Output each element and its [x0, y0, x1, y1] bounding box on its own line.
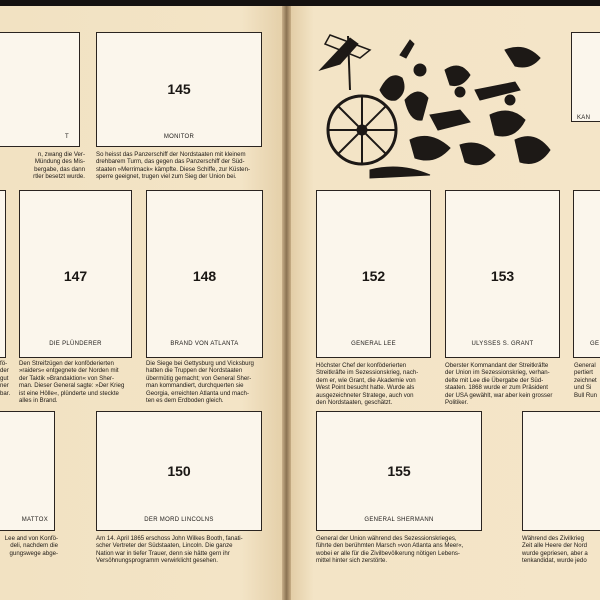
- sticker-caption: MONITOR: [163, 134, 195, 140]
- sticker-slot-left-bottom: [0, 411, 55, 531]
- sticker-slot-155: [316, 411, 482, 531]
- text-atlanta: Die Siege bei Gettysburg und Vicksburg hatten die Truppen der Nordstaaten übermütig gemacht; von General Sher- man kommandiert, durchquerten sie Georgia, erreichten Atlanta und mach- ten es dem Erdboden gleich.: [146, 360, 254, 405]
- text-left-top: n, zwang die Ver- Mündung des Mis- bergabe, das dann rtler besetzt wurde.: [33, 151, 85, 181]
- sticker-caption: GE: [590, 341, 600, 347]
- sticker-number: 153: [490, 268, 515, 284]
- text-right-bottom: Während des Zivilkrieg Zeit alle Heere der Nord wurde gepriesen, aber a tenkandidat, wurde jedo: [522, 535, 588, 565]
- sticker-caption: T: [65, 134, 69, 140]
- text-lee: Höchster Chef der konföderierten Streitkräfte im Sezessionskrieg, nach- dem er, wie Grant, die Akademie von West Point besucht hatte. Wurde als ausgezeichneter Stratege, auch von den Nordstaaten, geschätzt.: [316, 362, 419, 407]
- sticker-caption: BRAND VON ATLANTA: [170, 341, 239, 347]
- text-left-bottom: Lee and von Konfö- deli, nachdem die gungswege abge-: [4, 535, 58, 557]
- sticker-number: 155: [387, 463, 411, 479]
- sticker-caption: ULYSSES S. GRANT: [471, 341, 534, 347]
- sticker-slot-148: [146, 190, 263, 358]
- sticker-slot-147: [19, 190, 132, 358]
- sticker-number: 150: [167, 463, 191, 479]
- text-grant: Oberster Kommandant der Streitkräfte der Union im Sezessionskrieg, verhan- delte mit Lee die Übergabe der Süd- staaten. 1868 wurde er zum Präsident der USA gewählt, war aber kein grosser Politiker.: [445, 362, 553, 407]
- sticker-caption: GENERAL SHERMANN: [364, 517, 434, 523]
- sticker-slot-left-mid: [0, 190, 6, 358]
- book-gutter: [282, 6, 291, 600]
- sticker-caption: DIE PLÜNDERER: [49, 341, 102, 347]
- sticker-slot-right-edge: [573, 190, 600, 358]
- sticker-number: 145: [167, 81, 191, 97]
- sticker-slot-153: [445, 190, 560, 358]
- sticker-caption: KAN: [577, 115, 591, 121]
- sticker-slot-kant: [571, 32, 600, 122]
- sticker-slot-152: [316, 190, 431, 358]
- sticker-slot-145: [96, 32, 262, 147]
- sticker-number: 147: [63, 268, 88, 284]
- sticker-caption: MATTOX: [21, 517, 48, 523]
- sticker-number: 152: [361, 268, 386, 284]
- text-pluenderer: Den Streifzügen der konföderierten »raiders« entgegnete der Norden mit der Taktik »Brandaktion« von Sher- man. Dieser General sagte: »Der Krieg ist eine Hölle«, plünderte und steckte alles in Brand.: [19, 360, 125, 405]
- sticker-slot-150: [96, 411, 262, 531]
- sticker-caption: GENERAL LEE: [351, 341, 396, 347]
- text-monitor: So heisst das Panzerschiff der Nordstaaten mit kleinem drehbarem Turm, das gegen das Panzerschiff der Süd- staaten »Merrimack« kämpfte. Diese Schiffe, zur Küsten- sperre geeignet, trugen viel zum Sieg der Union bei.: [96, 151, 250, 181]
- text-left-mid: fö- der gut ner bar.: [0, 360, 11, 397]
- sticker-caption: DER MORD LINCOLNS: [144, 517, 214, 523]
- text-right-edge: General pertiert zeichnet und Si Bull Run: [574, 362, 598, 399]
- sticker-slot-left-top: [0, 32, 80, 147]
- text-lincoln: Am 14. April 1865 erschoss John Wilkes Booth, fanati- scher Vertreter der Südstaaten, Lincoln. Die ganze Nation war in tiefer Trauer, denn sie hätte gern ihr Versöhnungsprogramm verwirklicht gesehen.: [96, 535, 243, 565]
- sticker-number: 148: [192, 268, 217, 284]
- battle-illustration: [310, 30, 560, 180]
- text-shermann: General der Union während des Sezessionskrieges, führte den berühmten Marsch »von Atlanta ans Meer«, wobei er alle für die Zivilbevölkerung nötigen Lebens- mittel hinter sich zerstörte.: [316, 535, 464, 565]
- sticker-slot-right-bottom: [522, 411, 600, 531]
